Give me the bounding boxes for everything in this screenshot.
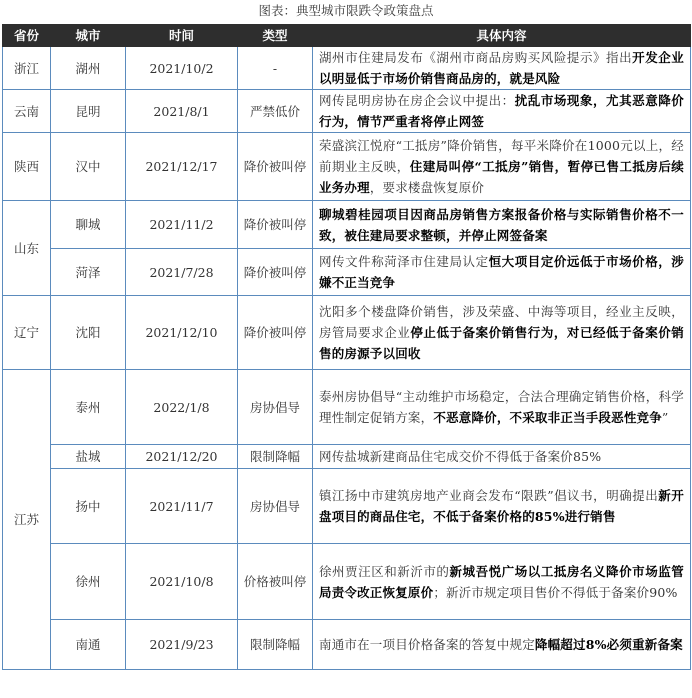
date-cell: 2021/7/28	[126, 249, 238, 296]
content-cell	[313, 620, 691, 670]
content-cell	[313, 201, 691, 249]
date-cell: 2021/12/20	[126, 445, 238, 469]
content-bold-text: 新开盘项目的商品住宅，不低于备案价格的85%进行销售	[319, 488, 684, 524]
table-row	[3, 90, 691, 133]
table-row	[3, 296, 691, 370]
city-cell: 扬中	[51, 469, 126, 544]
content-text: 南通市在一项目价格备案的答复中规定	[319, 637, 535, 652]
header-date: 时间	[126, 25, 238, 47]
type-cell: 严禁低价	[238, 90, 313, 133]
content-text: 徐州贾汪区和新沂市的	[319, 563, 450, 579]
city-cell: 南通	[51, 620, 126, 670]
city-cell: 菏泽	[51, 249, 126, 296]
type-cell: -	[238, 47, 313, 90]
province-cell: 江苏	[3, 370, 51, 670]
header-row	[3, 25, 691, 47]
date-cell: 2021/11/7	[126, 469, 238, 544]
type-cell: 降价被叫停	[238, 201, 313, 249]
content-bold-text: 扰乱市场现象，尤其恶意降价行为，情节严重者将停止网签	[319, 93, 684, 129]
table-row	[3, 620, 691, 670]
date-cell: 2021/12/10	[126, 296, 238, 370]
content-text: 网传盐城新建商品住宅成交价不得低于备案价85%	[319, 449, 602, 464]
table-row	[3, 445, 691, 469]
city-cell: 湖州	[51, 47, 126, 90]
content-bold-text: 住建局叫停“工抵房”销售，暂停已售工抵房后续业务办理	[319, 159, 684, 195]
content-cell	[313, 445, 691, 469]
type-cell: 降价被叫停	[238, 249, 313, 296]
content-bold-text: 停止低于备案价销售行为，对已经低于备案价销售的房源予以回收	[319, 325, 685, 361]
content-text: 网传昆明房协在房企会议中提出：	[319, 93, 515, 108]
type-cell: 价格被叫停	[238, 544, 313, 620]
city-cell: 昆明	[51, 90, 126, 133]
province-cell: 辽宁	[3, 296, 51, 370]
content-bold-text: 不恶意降价，不采取非正当手段恶性竞争	[433, 410, 662, 425]
content-text: ”	[661, 410, 669, 425]
content-cell	[313, 296, 691, 370]
province-cell: 云南	[3, 90, 51, 133]
type-cell: 降价被叫停	[238, 133, 313, 201]
city-cell: 泰州	[51, 370, 126, 445]
content-cell	[313, 47, 691, 90]
content-text: ，要求楼盘恢复原价	[369, 180, 485, 195]
policy-table	[2, 24, 691, 670]
content-bold-text: 新城吾悦广场以工抵房名义降价市场监管局责令改正恢复原价	[319, 563, 684, 600]
date-cell: 2021/11/2	[126, 201, 238, 249]
city-cell: 聊城	[51, 201, 126, 249]
table-row	[3, 201, 691, 249]
type-cell: 房协倡导	[238, 469, 313, 544]
province-cell: 山东	[3, 201, 51, 296]
date-cell: 2022/1/8	[126, 370, 238, 445]
date-cell: 2021/12/17	[126, 133, 238, 201]
content-bold-text: 恒大项目定价远低于市场价格，涉嫌不正当竞争	[319, 254, 684, 290]
content-cell	[313, 370, 691, 445]
content-text: 网传文件称菏泽市住建局认定	[319, 254, 489, 269]
table-row	[3, 544, 691, 620]
content-cell	[313, 249, 691, 296]
content-text: 沈阳多个楼盘降价销售，涉及荣盛、中海等项目，经业主反映，房管局要求企业	[319, 304, 684, 340]
type-cell: 限制降幅	[238, 620, 313, 670]
type-cell: 降价被叫停	[238, 296, 313, 370]
province-cell: 陕西	[3, 133, 51, 201]
city-cell: 沈阳	[51, 296, 126, 370]
table-row	[3, 370, 691, 445]
header-city: 城市	[51, 25, 126, 47]
content-cell	[313, 469, 691, 544]
date-cell: 2021/8/1	[126, 90, 238, 133]
header-province: 省份	[3, 25, 51, 47]
content-cell	[313, 544, 691, 620]
content-text: 泰州房协倡导“主动维护市场稳定，合法合理确定销售价格，科学理性制定促销方案，	[319, 389, 684, 425]
table-row	[3, 249, 691, 296]
header-content: 具体内容	[313, 25, 691, 47]
content-text: 湖州市住建局发布《湖州市商品房购买风险提示》指出	[319, 50, 633, 65]
content-cell	[313, 90, 691, 133]
province-cell: 浙江	[3, 47, 51, 90]
city-cell: 盐城	[51, 445, 126, 469]
header-type: 类型	[238, 25, 313, 47]
content-bold-text: 聊城碧桂园项目因商品房销售方案报备价格与实际销售价格不一致，被住建局要求整顿，并停止网签备案	[319, 206, 684, 243]
table-row	[3, 133, 691, 201]
content-text: 荣盛滨江悦府“工抵房”降价销售，每平米降价在1000元以上，经前期业主反映，	[319, 138, 684, 174]
date-cell: 2021/9/23	[126, 620, 238, 670]
content-text: 镇江扬中市建筑房地产业商会发布“限跌”倡议书，明确提出	[319, 488, 659, 503]
date-cell: 2021/10/2	[126, 47, 238, 90]
content-bold-text: 降幅超过8%必须重新备案	[534, 637, 683, 652]
table-caption: 图表：典型城市限跌令政策盘点	[258, 3, 434, 18]
table-row	[3, 47, 691, 90]
table-row	[3, 469, 691, 544]
city-cell: 汉中	[51, 133, 126, 201]
content-cell	[313, 133, 691, 201]
type-cell: 限制降幅	[238, 445, 313, 469]
date-cell: 2021/10/8	[126, 544, 238, 620]
content-bold-text: 开发企业以明显低于市场价销售商品房的，就是风险	[319, 50, 684, 86]
city-cell: 徐州	[51, 544, 126, 620]
content-text: ；新沂市规定项目售价不得低于备案价90%	[433, 584, 678, 600]
type-cell: 房协倡导	[238, 370, 313, 445]
